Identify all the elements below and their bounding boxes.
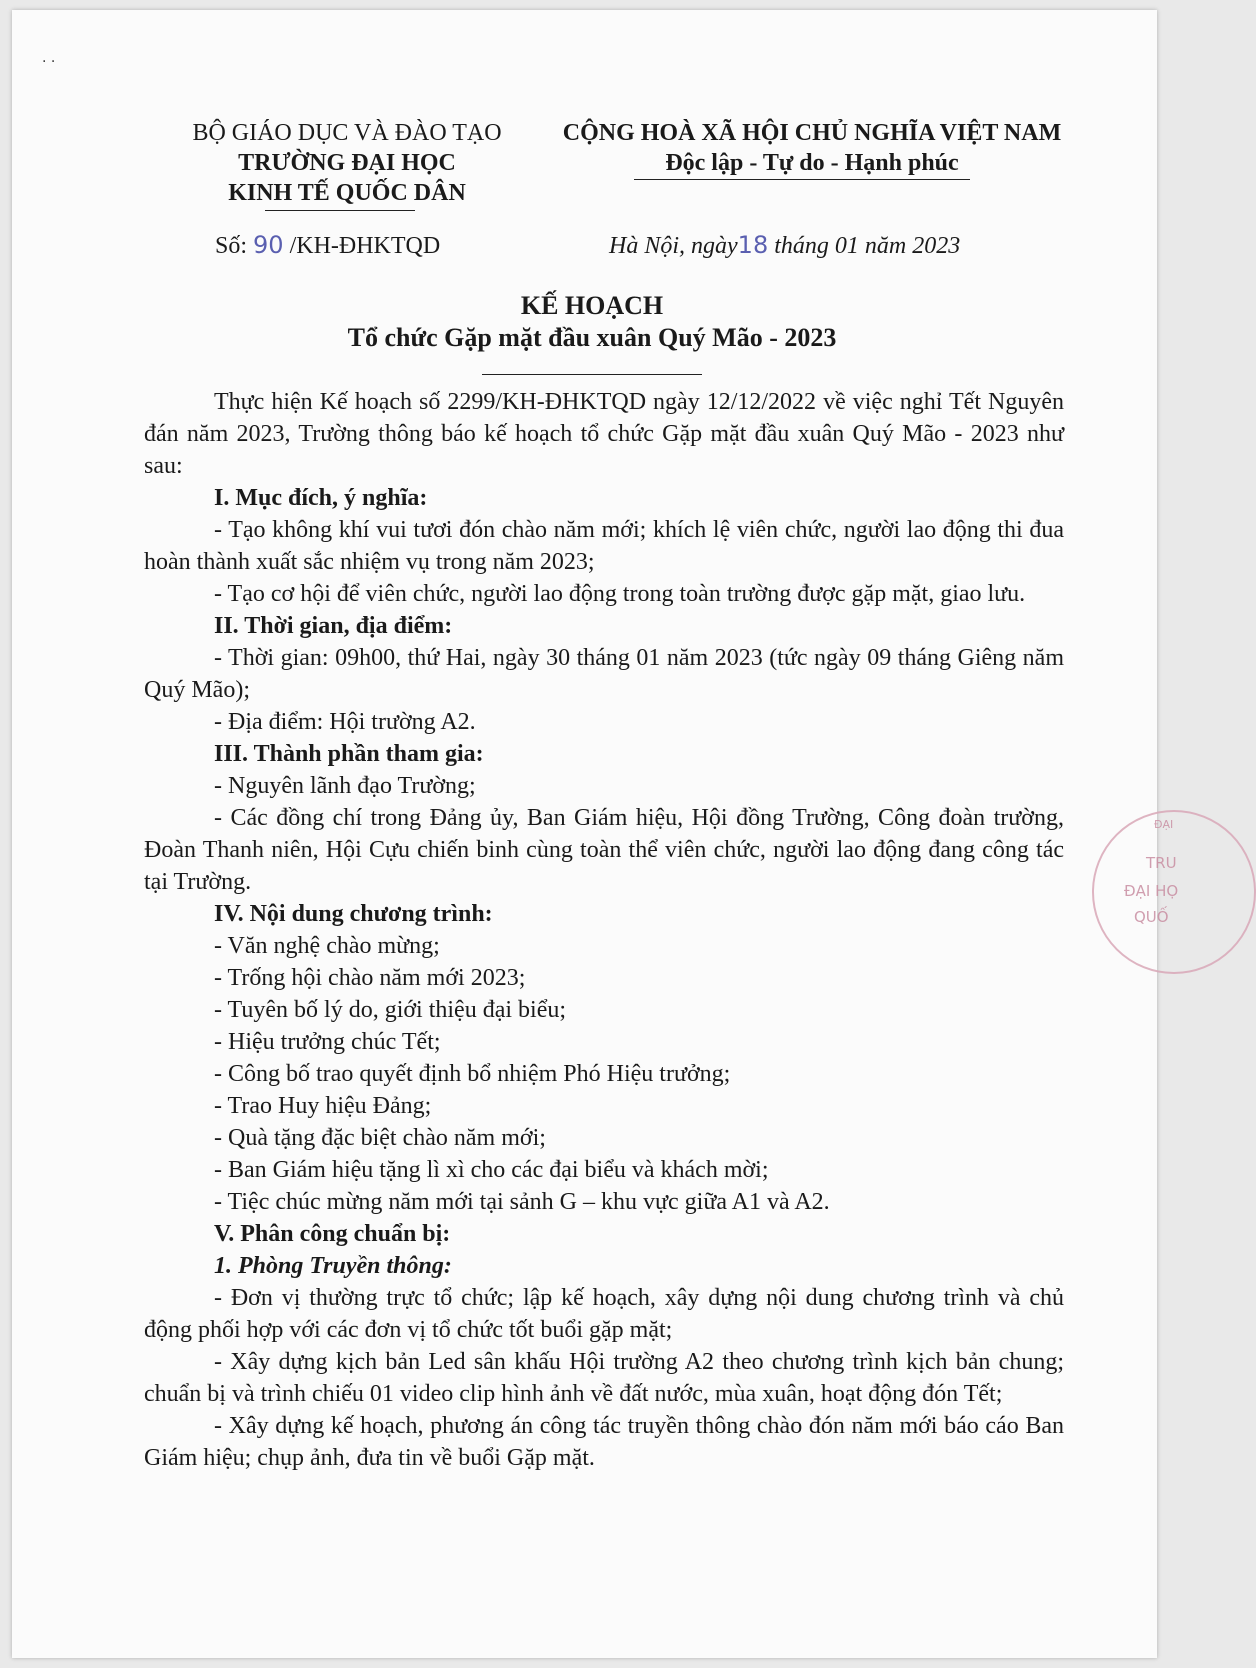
program-item: - Công bố trao quyết định bổ nhiệm Phó Hiệu trưởng; xyxy=(214,1061,731,1087)
nation-header xyxy=(542,118,1082,178)
university-name-line1: TRƯỜNG ĐẠI HỌC xyxy=(238,150,456,176)
subsection-heading-communications: 1. Phòng Truyền thông: xyxy=(214,1253,452,1279)
program-item: - Hiệu trưởng chúc Tết; xyxy=(214,1029,441,1055)
assignment-item: - Đơn vị thường trực tổ chức; lập kế hoạch, xây dựng nội dung chương trình và chủ động phối hợp với các đơn vị tổ chức tốt buổi gặp mặt; xyxy=(144,1285,1064,1343)
program-item: - Ban Giám hiệu tặng lì xì cho các đại biểu và khách mời; xyxy=(214,1157,769,1183)
document-date xyxy=(609,230,960,261)
purpose-item: - Tạo không khí vui tươi đón chào năm mới; khích lệ viên chức, người lao động thi đua hoàn thành xuất sắc nhiệm vụ trong năm 2023; xyxy=(144,517,1064,575)
official-seal xyxy=(1092,810,1256,974)
participant-item: - Các đồng chí trong Đảng ủy, Ban Giám hiệu, Hội đồng Trường, Công đoàn trường, Đoàn Thanh niên, Hội Cựu chiến binh cùng toàn thể viên chức, người lao động đang công tác tại Trường. xyxy=(144,805,1064,895)
section-heading-program: IV. Nội dung chương trình: xyxy=(214,901,493,927)
program-item: - Tiệc chúc mừng năm mới tại sảnh G – khu vực giữa A1 và A2. xyxy=(214,1189,830,1215)
intro-paragraph: Thực hiện Kế hoạch số 2299/KH-ĐHKTQD ngày 12/12/2022 về việc nghỉ Tết Nguyên đán năm 2023, Trường thông báo kế hoạch tổ chức Gặp mặt đầu xuân Quý Mão - 2023 như sau: xyxy=(144,389,1064,479)
seal-text: QUỐ xyxy=(1134,908,1169,926)
assignment-item: - Xây dựng kịch bản Led sân khấu Hội trường A2 theo chương trình kịch bản chung; chuẩn bị và trình chiếu 01 video clip hình ảnh về đất nước, mùa xuân, hoạt động đón Tết; xyxy=(144,1349,1064,1407)
seal-text: TRU xyxy=(1146,854,1177,872)
seal-text: ĐẠI HỌ xyxy=(1124,882,1179,900)
section-heading-assignment: V. Phân công chuẩn bị: xyxy=(214,1221,451,1247)
section-heading-participants: III. Thành phần tham gia: xyxy=(214,741,484,767)
place-item: - Địa điểm: Hội trường A2. xyxy=(214,709,476,735)
university-name-line2: KINH TẾ QUỐC DÂN xyxy=(228,180,466,206)
nation-motto: Độc lập - Tự do - Hạnh phúc xyxy=(665,150,959,176)
section-heading-purpose: I. Mục đích, ý nghĩa: xyxy=(214,485,428,511)
title-sub: Tổ chức Gặp mặt đầu xuân Quý Mão - 2023 xyxy=(347,323,837,352)
date-day-handwritten: 18 xyxy=(737,231,769,259)
title-main: KẾ HOẠCH xyxy=(520,291,664,320)
program-item: - Trống hội chào năm mới 2023; xyxy=(214,965,526,991)
nation-name: CỘNG HOÀ XÃ HỘI CHỦ NGHĨA VIỆT NAM xyxy=(562,120,1062,146)
section-heading-time-place: II. Thời gian, địa điểm: xyxy=(214,613,453,639)
document-page xyxy=(12,10,1179,1658)
document-title xyxy=(242,290,942,354)
program-item: - Văn nghệ chào mừng; xyxy=(214,933,440,959)
right-header-rule xyxy=(634,179,970,180)
date-suffix: tháng 01 năm 2023 xyxy=(768,233,961,259)
program-item: - Tuyên bố lý do, giới thiệu đại biểu; xyxy=(214,997,567,1023)
date-prefix: Hà Nội, ngày xyxy=(609,233,738,259)
time-item: - Thời gian: 09h00, thứ Hai, ngày 30 tháng 01 năm 2023 (tức ngày 09 tháng Giêng năm Quý Mão); xyxy=(144,645,1064,703)
document-number-prefix: Số: xyxy=(215,233,254,259)
program-item: - Trao Huy hiệu Đảng; xyxy=(214,1093,432,1119)
document-body xyxy=(144,386,1064,1474)
assignment-item: - Xây dựng kế hoạch, phương án công tác truyền thông chào đón năm mới báo cáo Ban Giám hiệu; chụp ảnh, đưa tin về buổi Gặp mặt. xyxy=(144,1413,1064,1471)
document-number-handwritten: 90 xyxy=(253,231,284,259)
purpose-item: - Tạo cơ hội để viên chức, người lao động trong toàn trường được gặp mặt, giao lưu. xyxy=(214,581,1026,607)
ministry-header xyxy=(162,118,532,208)
document-number xyxy=(215,230,440,261)
ministry-name: BỘ GIÁO DỤC VÀ ĐÀO TẠO xyxy=(192,120,502,146)
program-item: - Quà tặng đặc biệt chào năm mới; xyxy=(214,1125,546,1151)
document-number-suffix: /KH-ĐHKTQD xyxy=(283,233,441,259)
title-rule xyxy=(482,374,702,375)
left-header-rule xyxy=(265,210,415,211)
scan-mark: · · xyxy=(42,54,56,70)
participant-item: - Nguyên lãnh đạo Trường; xyxy=(214,773,476,799)
seal-text: ĐẠI xyxy=(1154,818,1174,831)
